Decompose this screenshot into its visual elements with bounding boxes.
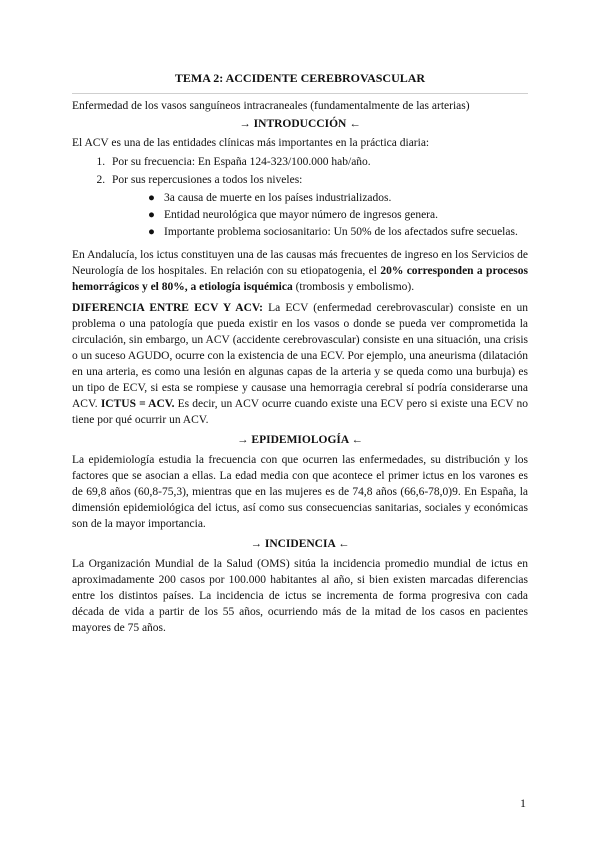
heading-incidencia: → INCIDENCIA ← bbox=[250, 538, 350, 550]
intro-line: Enfermedad de los vasos sanguíneos intracraneales (fundamentalmente de las arterias) bbox=[72, 100, 470, 112]
bullet-text: Importante problema sociosanitario: Un 50% de los afectados sufre secuelas. bbox=[164, 226, 518, 238]
diferencia-paragraph bbox=[72, 300, 528, 428]
title-divider bbox=[72, 93, 528, 94]
bullet-item bbox=[148, 207, 528, 223]
paragraph-text: Es decir, un ACV ocurre cuando existe una ECV pero si existe una ECV no tiene por qué ocurrir un ACV. bbox=[72, 398, 528, 426]
paragraph-text: En Andalucía, los ictus constituyen una de las causas más frecuentes de ingreso en los Servicios de Neurología de los hospitales. En relación con su etiopatogenia, el bbox=[72, 249, 528, 277]
bullet-item bbox=[148, 190, 528, 206]
bullet-list bbox=[112, 190, 528, 240]
list-item bbox=[108, 172, 528, 240]
bullet-text: Entidad neurológica que mayor número de ingresos genera. bbox=[164, 209, 438, 221]
paragraph-bold: 20% corresponden a procesos hemorrágicos y el 80%, a etiología isquémica bbox=[72, 265, 529, 293]
intro-lead: El ACV es una de las entidades clínicas más importantes en la práctica diaria: bbox=[72, 137, 430, 149]
ordered-list bbox=[72, 154, 528, 240]
bullet-item bbox=[148, 224, 528, 240]
document-page bbox=[72, 70, 528, 636]
bullet-text: 3a causa de muerte en los países industrializados. bbox=[164, 192, 392, 204]
andalucia-paragraph bbox=[72, 247, 528, 295]
page-number: 1 bbox=[520, 796, 526, 810]
paragraph-bold: DIFERENCIA ENTRE ECV Y ACV: bbox=[72, 302, 263, 314]
paragraph-text: (trombosis y embolismo). bbox=[292, 281, 415, 293]
incidencia-paragraph: La Organización Mundial de la Salud (OMS) sitúa la incidencia promedio mundial de ictus en aproximadamente 200 casos por 100.000 habitantes al año, si bien existen marcadas diferencias entre los distintos países. La incidencia de ictus se incrementa de forma progresiva con cada década de vida a partir de los 55 años, ocurriendo más de la mitad de los casos en pacientes mayores de 75 años. bbox=[72, 558, 528, 634]
bullet-icon: ● bbox=[148, 226, 155, 238]
bullet-icon: ● bbox=[148, 209, 155, 221]
paragraph-bold: ICTUS = ACV. bbox=[100, 398, 175, 410]
epidemiologia-paragraph: La epidemiología estudia la frecuencia con que ocurren las enfermedades, su distribución y los factores que se asocian a ellas. La edad media con que acontece el primer ictus en los varones es de 69,8 años (60,8-75,3), mientras que en las mujeres es de 74,8 años (66,6-78,0)9. En España, la dimensión epidemiológica del ictus, así como sus consecuencias sanitarias, sociales y económicas son de la mayor importancia. bbox=[72, 454, 528, 530]
list-item: 1. Por su frecuencia: En España 124-323/100.000 hab/año. bbox=[108, 154, 528, 170]
heading-epidemiologia: → EPIDEMIOLOGÍA ← bbox=[237, 434, 363, 446]
list-item-text: Por sus repercusiones a todos los niveles: bbox=[112, 174, 303, 186]
paragraph-text: La ECV (enfermedad cerebrovascular) consiste en un problema o una patología que pueda existir en los vasos o donde se pueda ver comprometida la circulación, sin embargo, un ACV (accidente cerebrovascular) consiste en una situación, una crisis o un suceso AGUDO, ocurre con la existencia de una ECV. Por ejemplo, una aneurisma (dilatación en una arteria, es como una lesión en algunas capas de la arteria y se queda como una burbuja) es un tipo de ECV, si esta se rompiese y causase una hemorragia cerebral sí podría considerarse una ACV. bbox=[72, 302, 528, 410]
document-title: TEMA 2: ACCIDENTE CEREBROVASCULAR bbox=[174, 71, 426, 85]
bullet-icon: ● bbox=[148, 192, 155, 204]
heading-introduccion: → INTRODUCCIÓN ← bbox=[239, 118, 361, 130]
